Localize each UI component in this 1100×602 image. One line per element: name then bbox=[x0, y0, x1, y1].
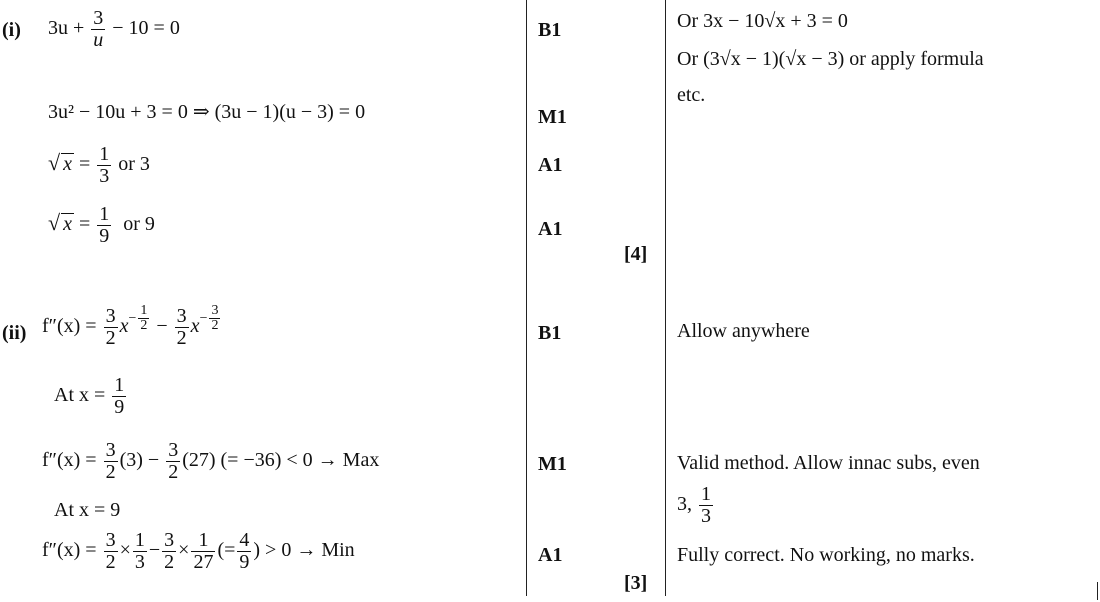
part-ii-label: (ii) bbox=[2, 322, 27, 344]
note-line: Valid method. Allow innac subs, even bbox=[677, 452, 980, 474]
column-divider-right bbox=[665, 0, 666, 596]
note-line: Allow anywhere bbox=[677, 320, 810, 342]
fraction: $\frac{1}{9}$ bbox=[99, 203, 110, 247]
note-line: 3, $\frac{1}{3}$ bbox=[677, 483, 711, 527]
mark-m1: M1 bbox=[538, 453, 567, 475]
part-ii-f2: f″(x) = $\frac{3}{2}$ $x^{- \frac{1}{2}}$ − $\frac{3}{2}$ $x^{- \frac{3}{2}}$ bbox=[42, 302, 219, 349]
mark-b1: B1 bbox=[538, 19, 562, 41]
text-cursor bbox=[1097, 582, 1098, 600]
part-i-label: (i) bbox=[2, 19, 21, 41]
fraction: $\frac{1}{3}$ bbox=[99, 143, 110, 187]
note-line: Or 3x − 10√x + 3 = 0 bbox=[677, 10, 848, 32]
part-i-eq2: 3u² − 10u + 3 = 0 ⇒ (3u − 1)(u − 3) = 0 bbox=[48, 101, 366, 123]
column-divider-left bbox=[526, 0, 527, 596]
mark-b1: B1 bbox=[538, 322, 562, 344]
part-i-eq3: √ x = $\frac{1}{3}$ or 3 bbox=[48, 143, 150, 187]
part-i-eq1: 3u + $\frac{3}{u}$ − 10 = 0 bbox=[48, 7, 180, 51]
part-ii-sub2: f″(x) = $\frac{3}{2}$ × $\frac{1}{3}$ − $\frac{3}{2}$ × $\frac{1}{27}$ (= $\frac{4}{9}$ ) > 0 → Min bbox=[42, 529, 355, 573]
mark-m1: M1 bbox=[538, 106, 567, 128]
part-ii-at1: At x = $\frac{1}{9}$ bbox=[54, 374, 125, 418]
note-line: Fully correct. No working, no marks. bbox=[677, 544, 975, 566]
mark-a1: A1 bbox=[538, 218, 563, 240]
part-ii-sub1: f″(x) = $\frac{3}{2}$ (3) − $\frac{3}{2}$ (27) (= −36) < 0 → Max bbox=[42, 439, 380, 483]
note-line: Or (3√x − 1)(√x − 3) or apply formula bbox=[677, 48, 984, 70]
mark-a1: A1 bbox=[538, 154, 563, 176]
part-ii-at2: At x = 9 bbox=[54, 499, 121, 521]
note-line: etc. bbox=[677, 84, 706, 106]
part-i-eq4: √ x = $\frac{1}{9}$ or 9 bbox=[48, 203, 155, 247]
mark-a1: A1 bbox=[538, 544, 563, 566]
part-ii-total: [3] bbox=[624, 572, 648, 594]
fraction: $\frac{3}{u}$ bbox=[93, 7, 104, 51]
part-i-total: [4] bbox=[624, 243, 648, 265]
